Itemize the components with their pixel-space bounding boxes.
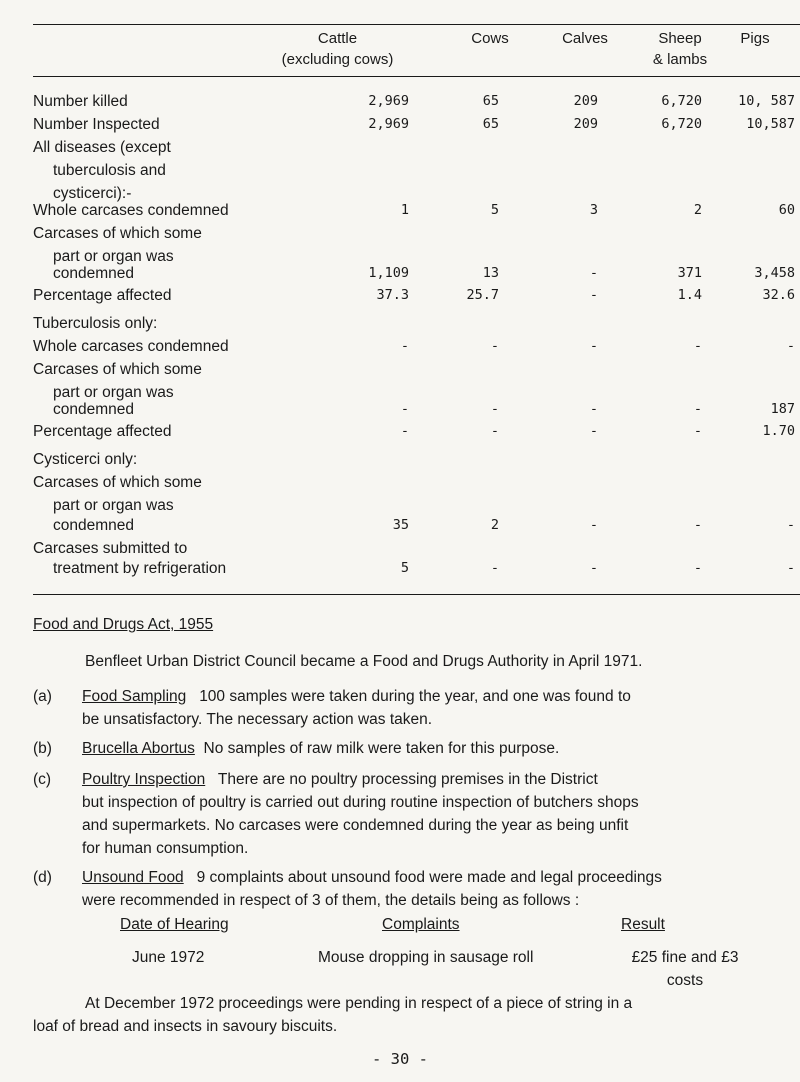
table-cell: 65 [482,93,499,109]
row-label: condemned [53,265,135,282]
table-cell: - [693,338,702,354]
table-cell: 2 [693,202,702,218]
item-poultry-inspection [82,768,794,860]
row-label: Cysticerci only: [33,451,138,468]
item-text: 100 samples were taken during the year, and one was found to [199,688,631,705]
table-cell: - [490,423,499,439]
table-cell: 5 [400,560,409,576]
table-top-rule [33,24,800,25]
column-header-line: Calves [562,30,608,47]
row-label: Tuberculosis only: [33,315,158,332]
table-row [33,514,800,537]
table-header-rule [33,76,800,77]
hearing-complaints-header: Complaints [382,916,460,933]
table-cell: 2,969 [368,116,409,132]
table-cell: 5 [490,202,499,218]
table-row [33,557,800,580]
section-intro: Benfleet Urban District Council became a Food and Drugs Authority in April 1971. [85,653,643,670]
table-row [33,312,800,335]
table-bottom-rule [33,594,800,595]
table-cell: - [589,423,598,439]
item-heading: Poultry Inspection [82,771,206,788]
item-text: were recommended in respect of 3 of them, the details being as follows : [82,892,580,909]
table-cell: - [589,265,598,281]
table-cell: 371 [677,265,702,281]
row-label: cysticerci):- [53,185,132,202]
table-cell: - [693,517,702,533]
table-cell: 3,458 [754,265,795,281]
column-header-sheep [625,28,735,70]
table-cell: - [490,560,499,576]
item-heading: Unsound Food [82,869,184,886]
table-cell: - [400,423,409,439]
row-label: treatment by refrigeration [53,560,227,577]
row-label: Whole carcases condemned [33,338,229,355]
hearing-result-line: costs [666,972,704,989]
column-header-line: Sheep [658,30,702,47]
table-cell: 6,720 [661,93,702,109]
item-text: but inspection of poultry is carried out during routine inspection of butchers shops [82,794,639,811]
table-cell: 187 [770,401,795,417]
column-header-line: Pigs [740,30,770,47]
table-cell: - [490,401,499,417]
table-cell: 1,109 [368,265,409,281]
row-label: Whole carcases condemned [33,202,229,219]
item-text: There are no poultry processing premises in the District [217,771,598,788]
table-cell: 10,587 [746,116,795,132]
column-header-line: Cattle [317,30,358,47]
table-row [33,136,800,159]
row-label: All diseases (except [33,139,171,156]
table-cell: 1.4 [677,287,702,303]
item-heading: Brucella Abortus [82,740,195,757]
row-label: Percentage affected [33,423,172,440]
table-row [33,471,800,494]
row-label: condemned [53,401,135,418]
table-cell: 209 [573,93,598,109]
table-cell: 10, 587 [738,93,795,109]
row-label: part or organ was [53,384,174,401]
table-row [33,222,800,245]
table-row [33,199,800,222]
table-row [33,335,800,358]
table-cell: 209 [573,116,598,132]
column-header-line: (excluding cows) [281,51,394,68]
table-cell: 2 [490,517,499,533]
table-cell: - [786,560,795,576]
table-cell: 1.70 [762,423,795,439]
column-header-calves [540,28,630,49]
table-row [33,284,800,307]
table-row [33,420,800,443]
row-label: Carcases submitted to [33,540,188,557]
closing-line: At December 1972 proceedings were pending in respect of a piece of string in a [85,995,633,1012]
table-cell: 25.7 [466,287,499,303]
table-cell: - [589,560,598,576]
table-cell: - [589,401,598,417]
table-row [33,448,800,471]
table-cell: - [400,401,409,417]
section-title: Food and Drugs Act, 1955 [33,616,214,633]
item-heading: Food Sampling [82,688,187,705]
table-cell: - [589,517,598,533]
row-label: Percentage affected [33,287,172,304]
hearing-date-header: Date of Hearing [120,916,229,933]
item-marker: (c) [33,771,52,788]
table-cell: 60 [778,202,795,218]
table-cell: 37.3 [376,287,409,303]
row-label: Carcases of which some [33,225,202,242]
table-cell: - [786,517,795,533]
row-label: Carcases of which some [33,474,202,491]
item-food-sampling [82,685,792,731]
table-cell: - [490,338,499,354]
item-text: 9 complaints about unsound food were made and legal proceedings [196,869,662,886]
column-header-pigs [720,28,790,49]
table-cell: 1 [400,202,409,218]
table-cell: - [693,401,702,417]
item-text: for human consumption. [82,840,249,857]
table-cell: 2,969 [368,93,409,109]
item-marker: (b) [33,740,52,757]
table-cell: 35 [392,517,409,533]
row-label: part or organ was [53,497,174,514]
table-cell: 32.6 [762,287,795,303]
row-label: condemned [53,517,135,534]
row-label: Carcases of which some [33,361,202,378]
row-label: tuberculosis and [53,162,166,179]
item-marker: (d) [33,869,52,886]
hearing-date: June 1972 [132,949,205,966]
table-row [33,358,800,381]
table-row [33,159,800,182]
page-number: - 30 - [372,1050,428,1068]
table-cell: - [400,338,409,354]
item-marker: (a) [33,688,52,705]
table-cell: 3 [589,202,598,218]
table-row [33,262,800,285]
row-label: Number killed [33,93,128,110]
table-cell: - [589,338,598,354]
table-cell: - [589,287,598,303]
table-row [33,113,800,136]
hearing-result-header: Result [621,916,665,933]
item-text: No samples of raw milk were taken for this purpose. [203,740,560,757]
table-cell: 65 [482,116,499,132]
table-cell: - [786,338,795,354]
column-header-line: & lambs [652,51,708,68]
item-text: and supermarkets. No carcases were condemned during the year as being unfit [82,817,629,834]
table-row [33,90,800,113]
hearing-complaint: Mouse dropping in sausage roll [318,949,534,966]
table-cell: 6,720 [661,116,702,132]
hearing-result [595,946,775,992]
hearing-result-line: £25 fine and £3 [631,949,739,966]
table-cell: - [693,560,702,576]
item-unsound-food [82,866,794,912]
table-cell: - [693,423,702,439]
item-brucella [82,737,792,760]
column-header-cattle [245,28,430,70]
row-label: part or organ was [53,248,174,265]
column-header-line: Cows [471,30,509,47]
table-row [33,398,800,421]
row-label: Number Inspected [33,116,160,133]
table-cell: 13 [482,265,499,281]
closing-line: loaf of bread and insects in savoury biscuits. [33,1018,338,1035]
column-header-cows [445,28,535,49]
item-text: be unsatisfactory. The necessary action was taken. [82,711,433,728]
